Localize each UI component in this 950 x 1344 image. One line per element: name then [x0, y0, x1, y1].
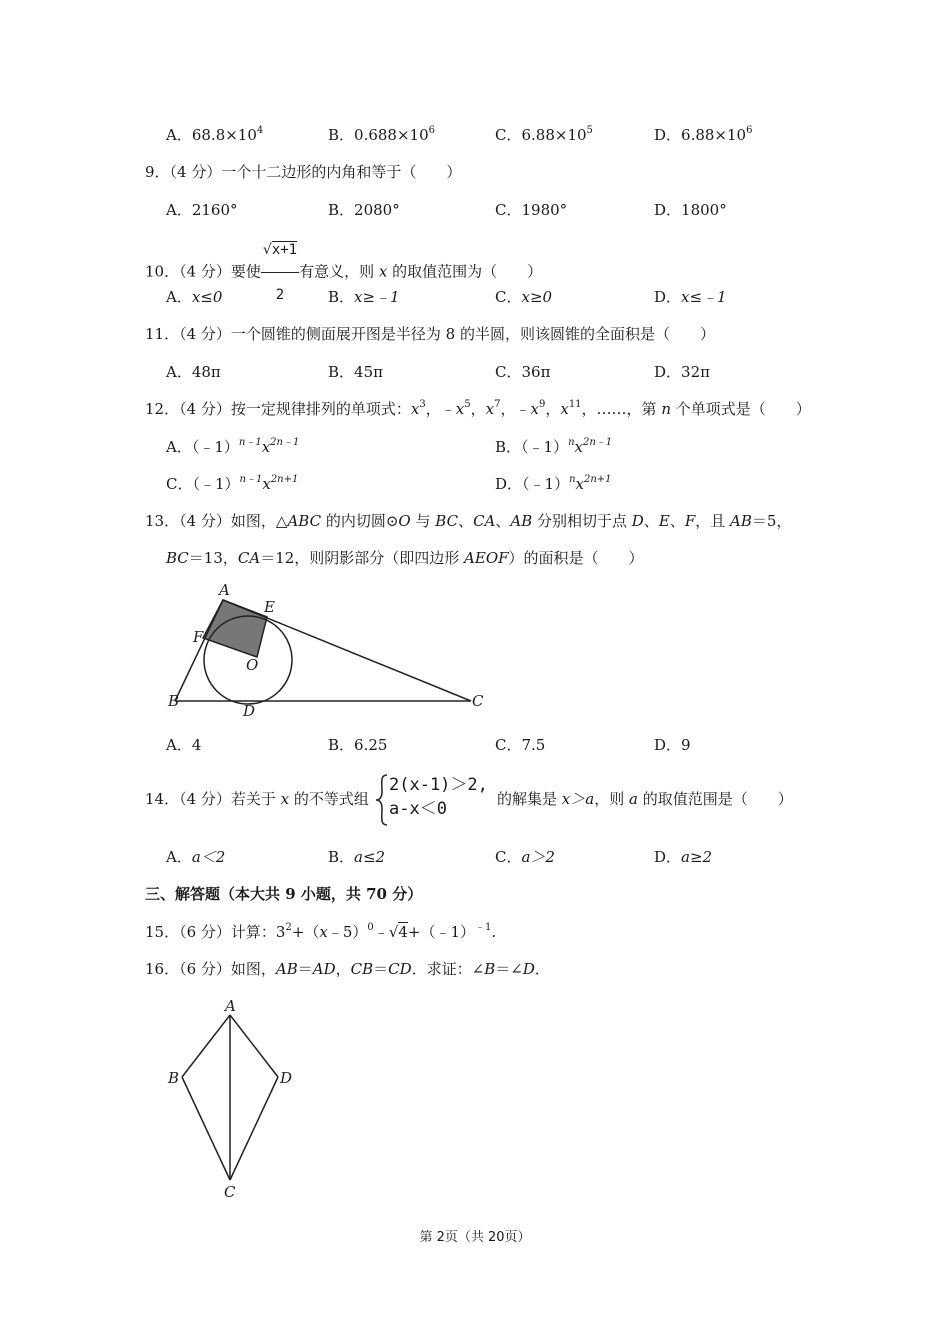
q14-inequality-1: 2(x-1)＞2,: [389, 775, 488, 795]
q13-option-d: D．9: [654, 736, 691, 754]
q11-option-d: D．32π: [654, 363, 710, 381]
q13-option-b: B．6.25: [328, 736, 388, 754]
q14-option-d: D．a≥2: [654, 848, 713, 866]
q14-option-c: C．a＞2: [495, 848, 555, 866]
label-c: C: [224, 1183, 236, 1201]
label-b: B: [168, 1069, 180, 1087]
q14-stem-suffix: 的解集是 x＞a，则 a 的取值范围是（ ）: [497, 790, 793, 808]
q10-option-d: D．x≤﹣1: [654, 288, 727, 306]
q13-option-a: A．4: [166, 736, 202, 754]
label-d: D: [280, 1069, 293, 1087]
side-ad: [230, 1015, 278, 1077]
q8-option-a: A．$68.8\times 10^4$: [166, 125, 264, 144]
q14-option-a: A．a＜2: [166, 848, 226, 866]
q8-option-c: C．$6.88\times 10^5$: [495, 125, 593, 144]
q15-sqrt: √4: [388, 923, 408, 941]
q10-option-a: A．x≤0: [166, 288, 223, 306]
q9-option-b: B．2080°: [328, 201, 400, 219]
q16-figure: [160, 995, 310, 1205]
q10-fraction: $\frac{√x+1}{2}$: [261, 228, 299, 317]
side-bc: [182, 1077, 230, 1180]
q11-option-a: A．48π: [166, 363, 221, 381]
label-a: A: [219, 581, 230, 599]
q11-stem: 11．（4 分）一个圆锥的侧面展开图是半径为 8 的半圆，则该圆锥的全面积是（ ）: [145, 325, 715, 343]
q14-stem-prefix: 14．（4 分）若关于 x 的不等式组: [145, 790, 369, 808]
q13-option-c: C．7.5: [495, 736, 546, 754]
q12-option-b: B．$(﹣1)^nx^{2n﹣1}$: [495, 437, 613, 456]
q13-stem-line1: 13．（4 分）如图，△ABC 的内切圆⊙O 与 BC、CA、AB 分别相切于点 D、E、F，且 AB＝5，: [145, 512, 792, 530]
q10-option-c: C．x≥0: [495, 288, 553, 306]
side-ac: [223, 600, 471, 701]
q14-inequality-system: [389, 773, 488, 821]
q14-brace: [375, 773, 389, 827]
q12-option-d: D．$(﹣1)^nx^{2n+1}$: [495, 474, 612, 493]
label-c: C: [472, 692, 484, 710]
label-b: B: [168, 692, 180, 710]
label-o: O: [246, 656, 259, 674]
q9-option-d: D．1800°: [654, 201, 727, 219]
q10-stem: 10．（4 分）要使 $\frac{√x+1}{2}$ 有意义，则 x 的取值范围为（ ）: [145, 228, 542, 317]
page-footer: 第 2页（共 20页）: [419, 1230, 531, 1245]
q16-stem: 16．（6 分）如图，AB＝AD，CB＝CD．求证：∠B＝∠D．: [145, 960, 550, 978]
q12-option-c: C．$(﹣1)^{n﹣1}x^{2n+1}$: [166, 474, 299, 493]
label-e: E: [264, 598, 275, 616]
side-ab: [182, 1015, 230, 1077]
q9-option-c: C．1980°: [495, 201, 568, 219]
q9-option-a: A．2160°: [166, 201, 238, 219]
q14-inequality-2: a-x＜0: [389, 799, 447, 819]
q11-option-c: C．36π: [495, 363, 551, 381]
q9-stem: 9．（4 分）一个十二边形的内角和等于（ ）: [145, 163, 462, 181]
q11-option-b: B．45π: [328, 363, 383, 381]
q14-option-b: B．a≤2: [328, 848, 386, 866]
q8-option-b: B．$0.688\times 10^6$: [328, 125, 436, 144]
label-f: F: [193, 628, 204, 646]
label-a: A: [225, 997, 236, 1015]
q8-option-d: D．$6.88\times 10^6$: [654, 125, 753, 144]
q12-option-a: A．$(﹣1)^{n﹣1}x^{2n﹣1}$: [166, 437, 300, 456]
q13-figure: [160, 578, 500, 718]
q12-stem: 12．（4 分）按一定规律排列的单项式：$x^3$，$﹣x^5$，$x^7$，$﹣x^9$，$x^{11}$，……，第 n 个单项式是（ ）: [145, 399, 811, 418]
q10-option-b: B．x≥﹣1: [328, 288, 400, 306]
q15-stem: 15．（6 分）计算：$3^2+(x﹣5)^0﹣√4+(﹣1)^{﹣1}$.: [145, 922, 497, 941]
side-ab: [175, 600, 223, 701]
q13-stem-line2: BC＝13，CA＝12，则阴影部分（即四边形 AEOF）的面积是（ ）: [166, 549, 644, 567]
section-title: 三、解答题（本大共 9 小题，共 70 分）: [145, 885, 423, 903]
side-dc: [230, 1077, 278, 1180]
shaded-quadrilateral: [203, 600, 267, 657]
label-d: D: [243, 702, 256, 718]
